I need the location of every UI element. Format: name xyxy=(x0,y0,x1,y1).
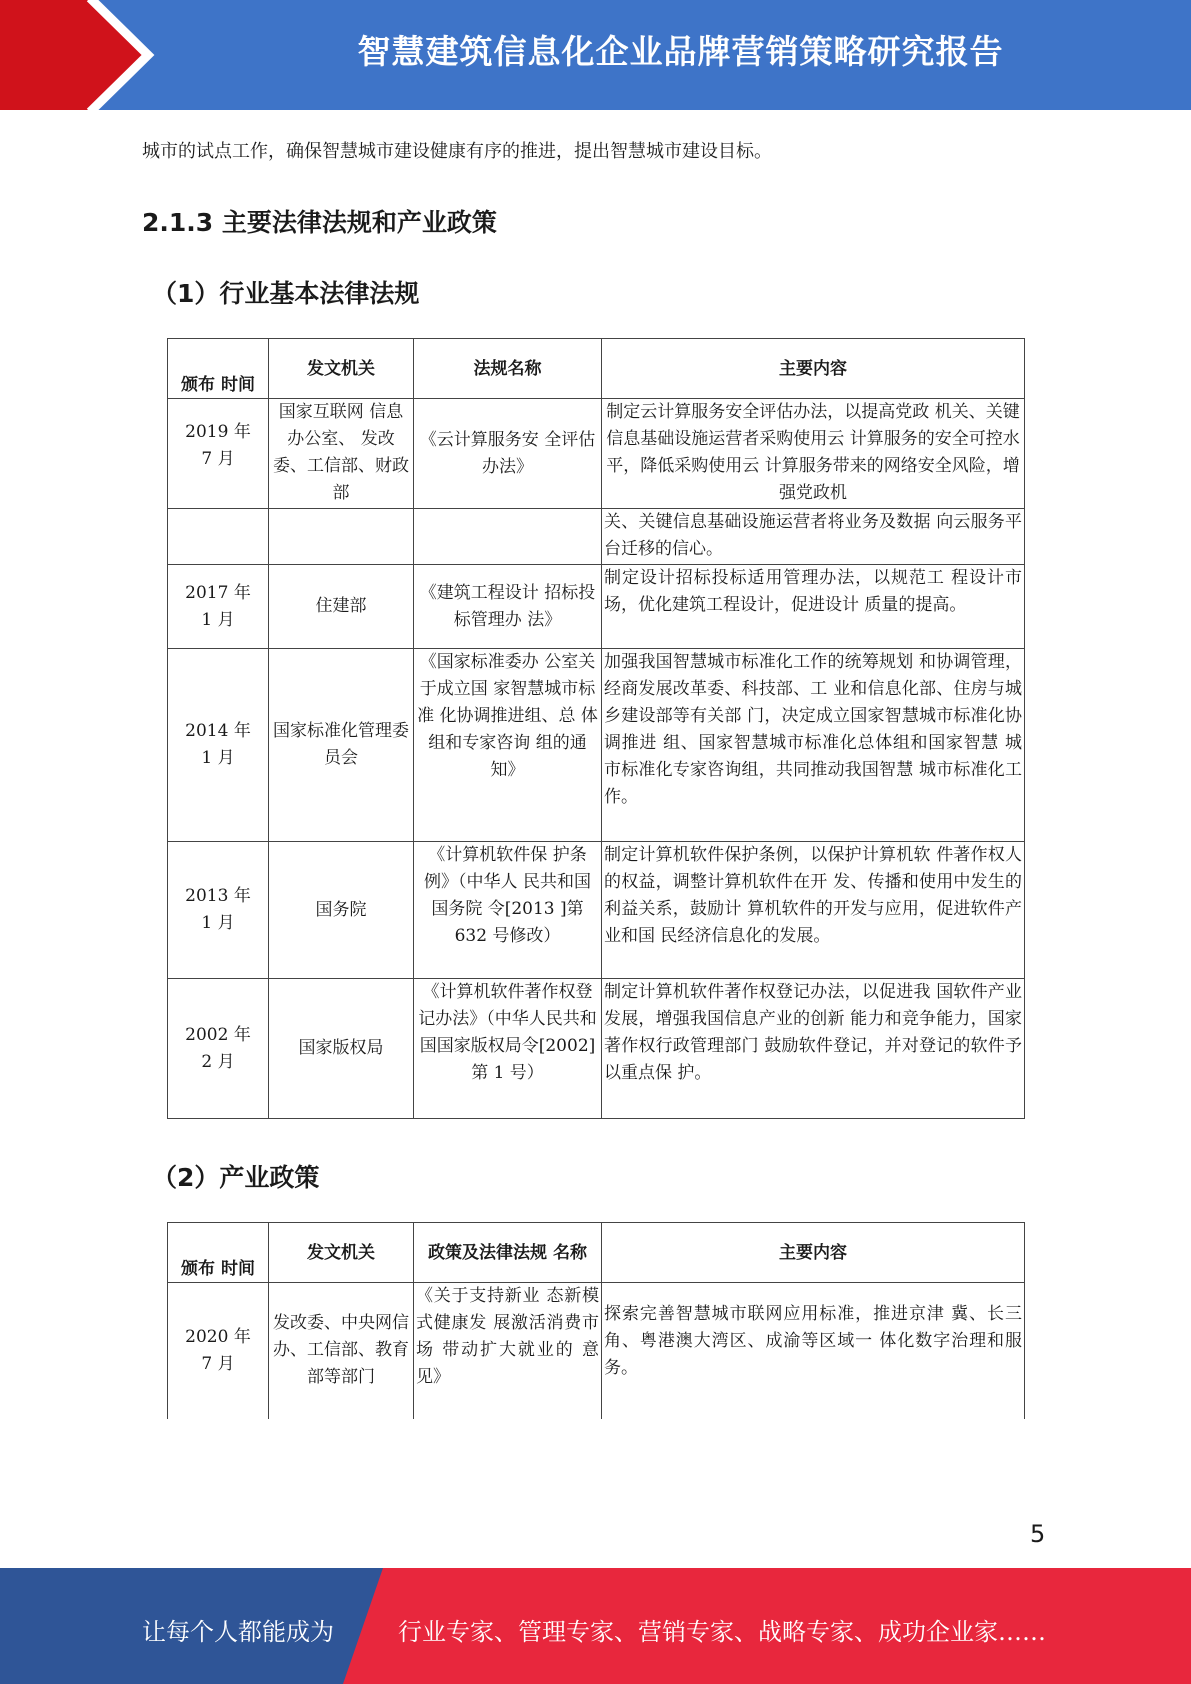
cell-content: 探索完善智慧城市联网应用标准，推进京津 冀、长三角、粤港澳大湾区、成渝等区域一 体化数字治理和服务。 xyxy=(602,1283,1025,1419)
policies-heading: （2）产业政策 xyxy=(152,1163,320,1192)
cell-content: 制定计算机软件著作权登记办法，以促进我 国软件产业发展，增强我国信息产业的创新 能力和竞争能力，国家著作权行政管理部门 鼓励软件登记，并对登记的软件予以重点保 护。 xyxy=(602,979,1025,1119)
header-name: 法规名称 xyxy=(414,339,602,399)
header-agency: 发文机关 xyxy=(269,339,414,399)
cell-agency xyxy=(269,509,414,565)
cell-name: 《计算机软件保 护条例》（中华人 民共和国国务院 令[2013 ]第 632 号修改） xyxy=(414,842,602,979)
cell-date: 2013 年 1 月 xyxy=(168,842,269,979)
table-row xyxy=(168,1283,1025,1419)
laws-table xyxy=(167,338,1025,1119)
cell-date: 2017 年 1 月 xyxy=(168,565,269,649)
cell-name: 《计算机软件著作权登记办法》（中华人民共和国国家版权局令[2002]第 1 号） xyxy=(414,979,602,1119)
laws-heading: （1）行业基本法律法规 xyxy=(152,279,420,308)
cell-agency: 国家标准化管理委员会 xyxy=(269,649,414,842)
header-agency: 发文机关 xyxy=(269,1223,414,1283)
page-number: 5 xyxy=(1030,1520,1046,1548)
cell-date: 2014 年 1 月 xyxy=(168,649,269,842)
cell-agency: 国务院 xyxy=(269,842,414,979)
cell-agency: 国家互联网 信息办公室、 发改委、工信部、财政部 xyxy=(269,399,414,509)
table-row xyxy=(168,399,1025,509)
cell-content: 制定云计算服务安全评估办法，以提高党政 机关、关键信息基础设施运营者采购使用云 计算服务的安全可控水平，降低采购使用云 计算服务带来的网络安全风险，增强党政机 xyxy=(602,399,1025,509)
cell-date: 2019 年 7 月 xyxy=(168,399,269,509)
header-content: 主要内容 xyxy=(602,339,1025,399)
table-row xyxy=(168,979,1025,1119)
cell-content: 制定设计招标投标适用管理办法，以规范工 程设计市场，优化建筑工程设计，促进设计 质量的提高。 xyxy=(602,565,1025,649)
section-heading: 2.1.3 主要法律法规和产业政策 xyxy=(142,208,497,237)
table-row xyxy=(168,565,1025,649)
cell-content: 关、关键信息基础设施运营者将业务及数据 向云服务平台迁移的信心。 xyxy=(602,509,1025,565)
report-title: 智慧建筑信息化企业品牌营销策略研究报告 xyxy=(357,32,1004,71)
table-row xyxy=(168,842,1025,979)
cell-name xyxy=(414,509,602,565)
table-row xyxy=(168,509,1025,565)
cell-name: 《建筑工程设计 招标投标管理办 法》 xyxy=(414,565,602,649)
cell-date: 2002 年 2 月 xyxy=(168,979,269,1119)
cell-agency: 国家版权局 xyxy=(269,979,414,1119)
cell-name: 《云计算服务安 全评估办法》 xyxy=(414,399,602,509)
cell-agency: 住建部 xyxy=(269,565,414,649)
header-date: 颁布 时间 xyxy=(168,1223,269,1283)
cell-date xyxy=(168,509,269,565)
cell-date: 2020 年 7 月 xyxy=(168,1283,269,1419)
header-content: 主要内容 xyxy=(602,1223,1025,1283)
footer-slogan-right: 行业专家、管理专家、营销专家、战略专家、成功企业家…… xyxy=(398,1618,1046,1646)
header-date: 颁布 时间 xyxy=(168,339,269,399)
cell-name: 《国家标准委办 公室关于成立国 家智慧城市标准 化协调推进组、总 体组和专家咨询 组的通知》 xyxy=(414,649,602,842)
cell-agency: 发改委、中央网信办、工信部、教育部等部门 xyxy=(269,1283,414,1419)
intro-paragraph: 城市的试点工作，确保智慧城市建设健康有序的推进，提出智慧城市建设目标。 xyxy=(142,141,772,162)
page-header xyxy=(0,0,1191,110)
header-arrow-decoration xyxy=(0,0,200,110)
laws-table-header-row xyxy=(168,339,1025,399)
table-row xyxy=(168,649,1025,842)
policies-table-header-row xyxy=(168,1223,1025,1283)
cell-content: 制定计算机软件保护条例，以保护计算机软 件著作权人的权益，调整计算机软件在开 发、传播和使用中发生的利益关系，鼓励计 算机软件的开发与应用，促进软件产业和国 民经济信息化的发展。 xyxy=(602,842,1025,979)
cell-content: 加强我国智慧城市标准化工作的统筹规划 和协调管理，经商发展改革委、科技部、工 业和信息化部、住房与城乡建设部等有关部 门，决定成立国家智慧城市标准化协调推进 组、国家智慧城市标准化总体组和国家智慧 城市标准化专家咨询组，共同推动我国智慧 城市标准化工作。 xyxy=(602,649,1025,842)
page-footer xyxy=(0,1568,1191,1684)
cell-name: 《关于支持新业 态新模式健康发 展激活消费市场 带动扩大就业的 意见》 xyxy=(414,1283,602,1419)
header-name: 政策及法律法规 名称 xyxy=(414,1223,602,1283)
footer-slogan-left: 让每个人都能成为 xyxy=(142,1618,334,1646)
policies-table xyxy=(167,1222,1025,1419)
